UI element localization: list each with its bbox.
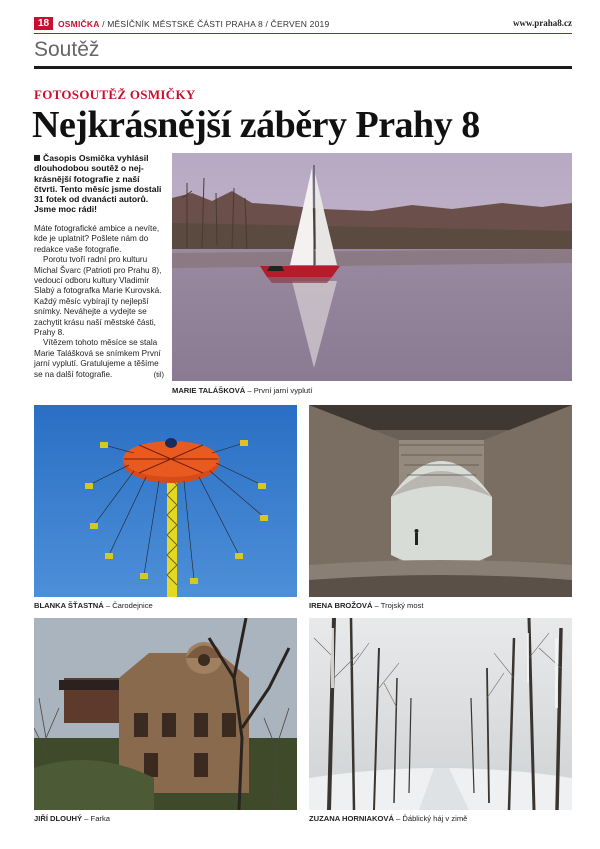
- body-paragraph: [34, 338, 164, 380]
- body-paragraph-text: Vítězem tohoto měsíce se stala Marie Talášková se snímkem První jarní vyplutí. Gratulujeme a těšíme se na další fotografie.: [34, 338, 161, 379]
- photo-sailboat: [172, 153, 572, 381]
- photo-title: – První jarní vyplutí: [245, 386, 313, 395]
- photo-bridge: [309, 405, 572, 597]
- photo-caption: [309, 601, 424, 610]
- body-paragraph: Máte fotografické ambice a nevíte, kde je uplatnit? Pošlete nám do redakce vaše fotografie.: [34, 224, 160, 254]
- photo-carousel: [34, 405, 297, 597]
- photo-title: – Čarodejnice: [103, 601, 153, 610]
- article-headline: Nejkrásnější záběry Prahy 8: [32, 104, 480, 146]
- photo-title: – Farka: [82, 814, 110, 823]
- page-header: [34, 16, 572, 34]
- lead-text: Časopis Osmička vyhlásil dlouhodobou soutěž o nej-krásnější fotografie z naší čtvrti. Tento měsíc jsme dostali 31 fotek od dvanácti autorů. Jsme moc rádi!: [34, 153, 162, 215]
- photo-title: – Ďáblický háj v zimě: [393, 814, 468, 823]
- author-signature: (til): [153, 369, 164, 379]
- publication-info: / MĚSÍČNÍK MĚSTSKÉ ČÁSTI PRAHA 8 / ČERVEN 2019: [102, 19, 330, 29]
- photo-farm: [34, 618, 297, 810]
- photo-caption: [34, 814, 110, 823]
- photo-author: ZUZANA HORNIAKOVÁ: [309, 814, 394, 823]
- photo-caption: [172, 386, 312, 395]
- brand-name: OSMIČKA: [58, 19, 100, 29]
- website-link[interactable]: www.praha8.cz: [513, 18, 572, 28]
- photo-author: BLANKA ŠŤASTNÁ: [34, 601, 104, 610]
- section-title: Soutěž: [34, 38, 100, 61]
- article-kicker: FOTOSOUTĚŽ OSMIČKY: [34, 87, 196, 102]
- article-lead: [34, 153, 164, 215]
- body-paragraph: Porotu tvoří radní pro kulturu Michal Švarc (Patrioti pro Prahu 8), vedoucí odboru kultury Vladimír Slabý a fotografka Marie Kurovská. Každý měsíc vybírají ty nejlepší snímky. Neváhejte a vydejte se zachytit krásu naší městské části, Prahy 8.: [34, 255, 162, 338]
- photo-author: IRENA BROŽOVÁ: [309, 601, 373, 610]
- photo-author: MARIE TALÁŠKOVÁ: [172, 386, 246, 395]
- article-body: [34, 224, 164, 380]
- section-divider: [34, 66, 572, 69]
- photo-title: – Trojský most: [372, 601, 424, 610]
- page-number: 18: [34, 17, 53, 30]
- bullet-square-icon: [34, 155, 40, 161]
- photo-caption: [34, 601, 153, 610]
- photo-author: JIŘÍ DLOUHÝ: [34, 814, 83, 823]
- publication-line: [58, 19, 329, 29]
- photo-winter-forest: [309, 618, 572, 810]
- photo-caption: [309, 814, 467, 823]
